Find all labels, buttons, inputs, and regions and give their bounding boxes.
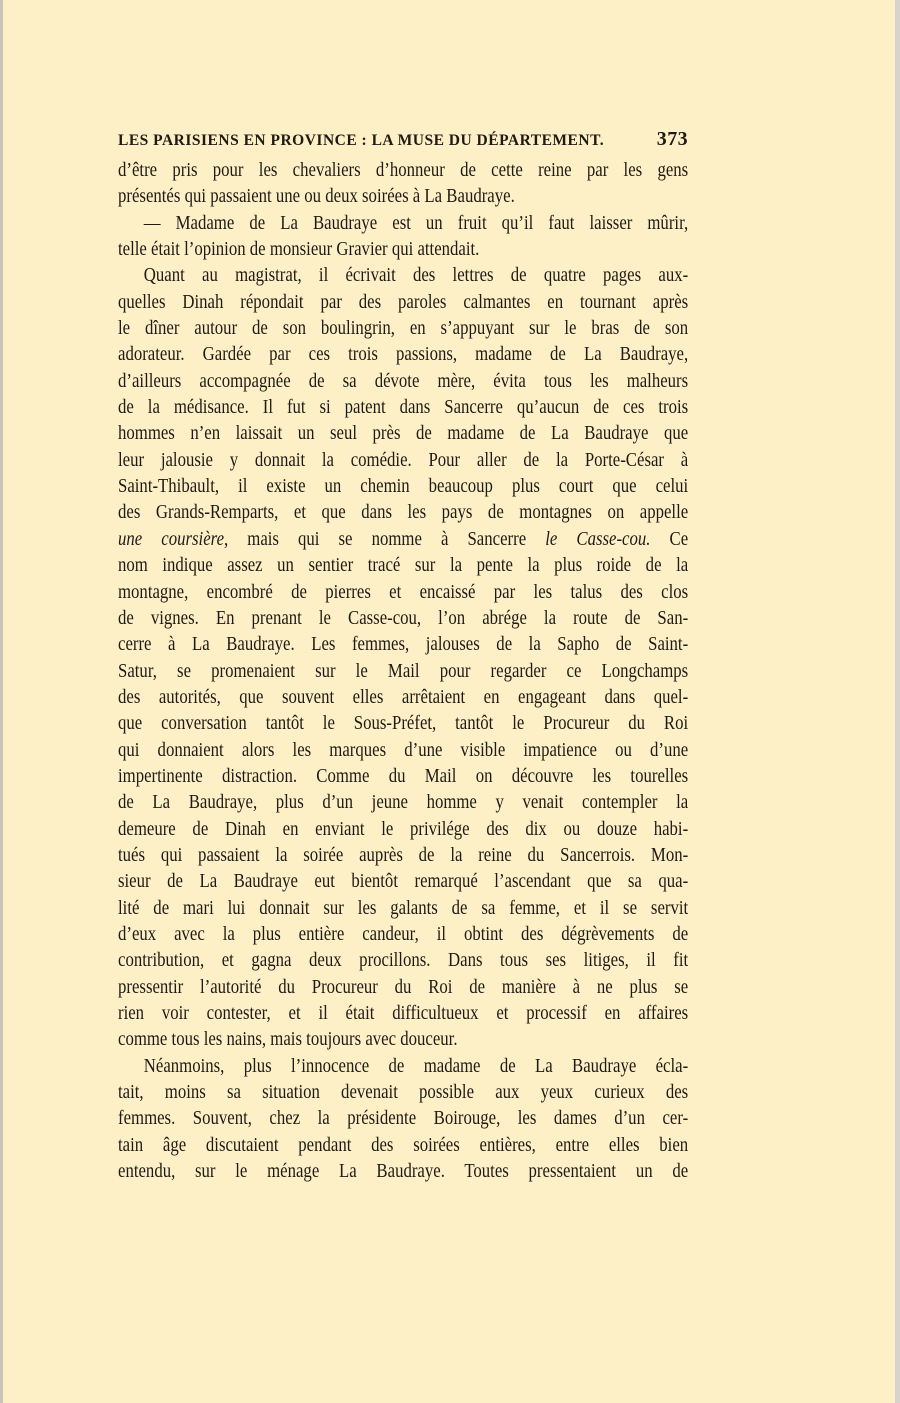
text-line: Saint-Thibault, il existe un chemin beaucoup plus court que celui <box>118 476 689 498</box>
body-text <box>118 158 688 1185</box>
text-line: femmes. Souvent, chez la présidente Boirouge, les dames d’un cer- <box>118 1108 689 1130</box>
text-line: de La Baudraye, plus d’un jeune homme y venait contempler la <box>118 792 689 814</box>
text-line: impertinente distraction. Comme du Mail on découvre les tourelles <box>118 765 689 787</box>
scan-edge-left <box>0 0 3 1403</box>
text-line: sieur de La Baudraye eut bientôt remarqué l’ascendant que sa qua- <box>118 871 689 893</box>
text-line: d’ailleurs accompagnée de sa dévote mère, évita tous les malheurs <box>118 370 689 392</box>
text-line: quelles Dinah répondait par des paroles calmantes en tournant après <box>118 291 689 313</box>
text-line: hommes n’en laissait un seul près de madame de La Baudraye que <box>118 423 689 445</box>
text-line: de vignes. En prenant le Casse-cou, l’on abrége la route de San- <box>118 607 689 629</box>
text-line: nom indique assez un sentier tracé sur la pente la plus roide de la <box>118 555 689 577</box>
running-head-title: LES PARISIENS EN PROVINCE : LA MUSE DU DÉPARTEMENT. <box>118 132 605 149</box>
text-line: tain âge discutaient pendant des soirées entières, entre elles bien <box>118 1134 689 1156</box>
text-line: Satur, se promenaient sur le Mail pour regarder ce Longchamps <box>118 660 689 682</box>
text-line: le dîner autour de son boulingrin, en s’appuyant sur le bras de son <box>118 318 689 340</box>
text-line: rien voir contester, et il était difficultueux et processif en affaires <box>118 1003 689 1024</box>
text-line: demeure de Dinah en enviant le privilége des dix ou douze habi- <box>118 818 689 840</box>
italic-term: une coursière <box>118 528 225 550</box>
book-page <box>118 128 688 1185</box>
running-head <box>118 128 688 158</box>
text-line: Quant au magistrat, il écrivait des lettres de quatre pages aux- <box>143 265 689 287</box>
text-line: de la médisance. Il fut si patent dans Sancerre qu’aucun de ces trois <box>118 397 689 419</box>
text-line: des autorités, que souvent elles arrêtaient en engageant dans quel- <box>118 686 689 708</box>
text-line: tués qui passaient la soirée auprès de la reine du Sancerrois. Mon- <box>118 844 689 866</box>
text-line: montagne, encombré de pierres et encaissé par les talus des clos <box>118 581 689 603</box>
text-line: lité de mari lui donnait sur les galants de sa femme, et il se servit <box>118 897 689 919</box>
text-line: comme tous les nains, mais toujours avec douceur. <box>118 1029 458 1051</box>
text-line: contribution, et gagna deux procillons. Dans tous ses litiges, il fit <box>118 950 689 972</box>
text-line: Néanmoins, plus l’innocence de madame de La Baudraye écla- <box>143 1055 689 1077</box>
text-line: présentés qui passaient une ou deux soirées à La Baudraye. <box>118 186 515 208</box>
italic-term: le Casse-cou. <box>545 528 651 550</box>
text-line: pressentir l’autorité du Procureur du Roi de manière à ne plus se <box>118 976 689 998</box>
text-line: d’être pris pour les chevaliers d’honneur de cette reine par les gens <box>118 160 689 181</box>
text-line: adorateur. Gardée par ces trois passions, madame de La Baudraye, <box>118 344 689 366</box>
text-line: telle était l’opinion de monsieur Gravier qui attendait. <box>118 239 480 261</box>
text-line: des Grands-Remparts, et que dans les pays de montagnes on appelle <box>118 502 689 524</box>
text-line: d’eux avec la plus entière candeur, il obtint des dégrèvements de <box>118 923 689 945</box>
text-line: — Madame de La Baudraye est un fruit qu’il faut laisser mûrir, <box>143 212 689 234</box>
text-line: leur jalousie y donnait la comédie. Pour aller de la Porte-César à <box>118 449 689 471</box>
text-line: tait, moins sa situation devenait possible aux yeux curieux des <box>118 1082 689 1104</box>
text-line: que conversation tantôt le Sous-Préfet, tantôt le Procureur du Roi <box>118 713 689 735</box>
text-line: qui donnaient alors les marques d’une visible impatience ou d’une <box>118 739 689 761</box>
page-number: 373 <box>656 128 688 150</box>
scan-edge-right <box>895 0 900 1403</box>
text-line: entendu, sur le ménage La Baudraye. Toutes pressentaient un de <box>118 1161 689 1183</box>
text-line: cerre à La Baudraye. Les femmes, jalouses de la Sapho de Saint- <box>118 634 689 656</box>
text-line-mixed: une coursière, mais qui se nomme à Sancerre le Casse-cou. Ce <box>118 528 689 550</box>
